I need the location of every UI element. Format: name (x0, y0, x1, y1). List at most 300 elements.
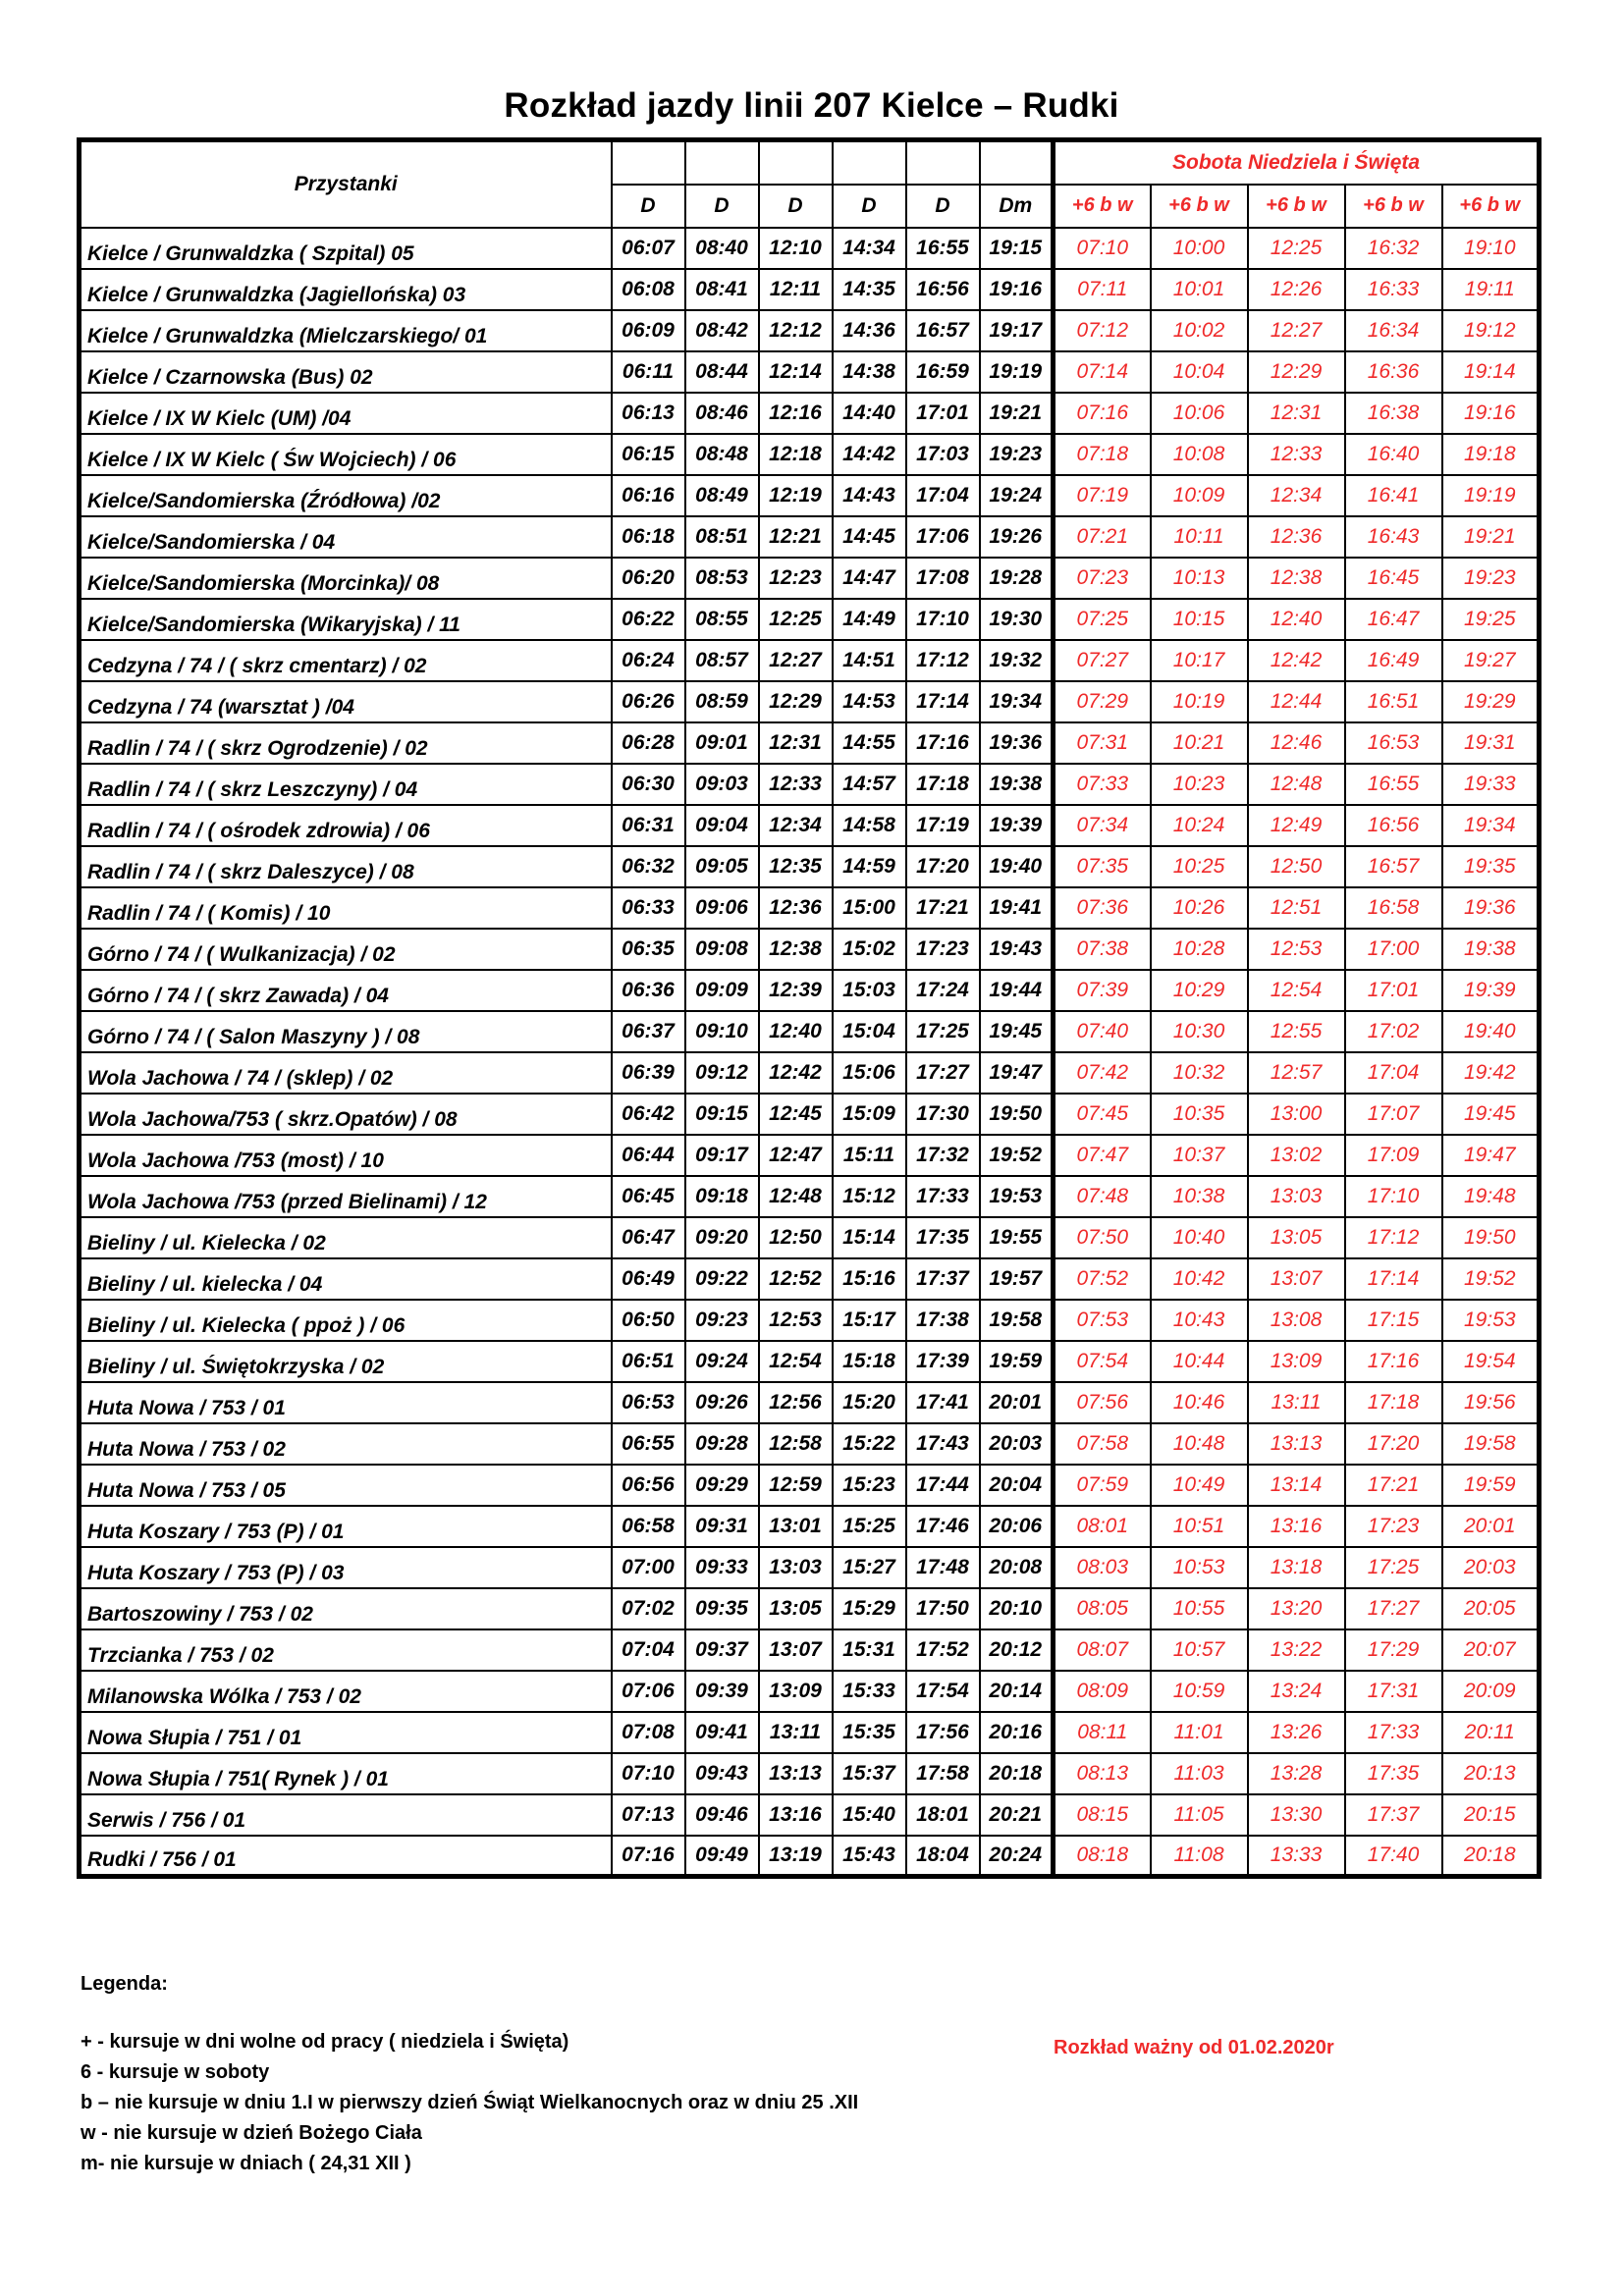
weekday-departure-time: 09:04 (685, 805, 759, 846)
weekend-departure-time: 10:28 (1151, 929, 1248, 970)
weekend-departure-time: 20:09 (1442, 1671, 1540, 1712)
stop-name: Górno / 74 / ( skrz Zawada) / 04 (80, 970, 612, 1011)
weekday-departure-time: 12:33 (759, 764, 833, 805)
weekend-departure-time: 07:59 (1054, 1465, 1151, 1506)
weekday-departure-time: 12:11 (759, 269, 833, 310)
weekend-departure-time: 10:57 (1151, 1629, 1248, 1671)
weekend-departure-time: 16:51 (1345, 681, 1442, 722)
weekend-departure-time: 17:09 (1345, 1135, 1442, 1176)
weekend-departure-time: 19:14 (1442, 351, 1540, 393)
weekday-departure-time: 15:23 (833, 1465, 906, 1506)
table-row (80, 516, 1540, 558)
weekend-departure-time: 12:55 (1248, 1011, 1345, 1052)
weekday-departure-time: 17:44 (906, 1465, 980, 1506)
weekday-departure-time: 14:49 (833, 599, 906, 640)
weekday-departure-time: 19:53 (980, 1176, 1054, 1217)
weekday-departure-time: 13:13 (759, 1753, 833, 1794)
stop-name: Cedzyna / 74 / ( skrz cmentarz) / 02 (80, 640, 612, 681)
weekend-departure-time: 07:18 (1054, 434, 1151, 475)
weekend-departure-time: 12:31 (1248, 393, 1345, 434)
weekday-departure-time: 12:38 (759, 929, 833, 970)
stop-name: Kielce / IX W Kielc (UM) /04 (80, 393, 612, 434)
table-row (80, 1836, 1540, 1877)
weekday-departure-time: 09:39 (685, 1671, 759, 1712)
weekday-departure-time: 06:13 (612, 393, 685, 434)
weekday-departure-time: 06:16 (612, 475, 685, 516)
weekend-departure-time: 08:01 (1054, 1506, 1151, 1547)
weekday-departure-time: 14:34 (833, 228, 906, 269)
stop-name: Serwis / 756 / 01 (80, 1794, 612, 1836)
weekday-departure-time: 14:51 (833, 640, 906, 681)
weekday-departure-time: 20:16 (980, 1712, 1054, 1753)
stop-name: Huta Koszary / 753 (P) / 01 (80, 1506, 612, 1547)
weekday-departure-time: 12:34 (759, 805, 833, 846)
stop-name: Huta Koszary / 753 (P) / 03 (80, 1547, 612, 1588)
weekday-departure-time: 08:49 (685, 475, 759, 516)
weekend-departure-time: 10:26 (1151, 887, 1248, 929)
weekend-departure-time: 19:42 (1442, 1052, 1540, 1094)
weekend-departure-time: 19:48 (1442, 1176, 1540, 1217)
weekend-departure-time: 10:49 (1151, 1465, 1248, 1506)
weekday-departure-time: 14:58 (833, 805, 906, 846)
weekday-departure-time: 17:23 (906, 929, 980, 970)
validity-note: Rozkład ważny od 01.02.2020r (1054, 2037, 1334, 2058)
weekend-departure-time: 10:21 (1151, 722, 1248, 764)
weekday-departure-time: 20:14 (980, 1671, 1054, 1712)
weekday-departure-time: 12:16 (759, 393, 833, 434)
weekday-departure-time: 12:21 (759, 516, 833, 558)
table-row (80, 310, 1540, 351)
weekday-departure-time: 06:33 (612, 887, 685, 929)
weekend-departure-time: 17:04 (1345, 1052, 1442, 1094)
weekday-departure-time: 14:55 (833, 722, 906, 764)
stop-name: Cedzyna / 74 (warsztat ) /04 (80, 681, 612, 722)
weekday-departure-time: 15:22 (833, 1423, 906, 1465)
weekday-departure-time: 17:37 (906, 1258, 980, 1300)
weekday-departure-time: 09:33 (685, 1547, 759, 1588)
weekend-departure-time: 13:00 (1248, 1094, 1345, 1135)
weekday-code-header: D (685, 185, 759, 228)
weekday-departure-time: 12:59 (759, 1465, 833, 1506)
weekend-departure-time: 12:53 (1248, 929, 1345, 970)
weekday-departure-time: 12:50 (759, 1217, 833, 1258)
weekday-departure-time: 13:19 (759, 1836, 833, 1877)
weekend-departure-time: 13:20 (1248, 1588, 1345, 1629)
weekend-departure-time: 08:13 (1054, 1753, 1151, 1794)
weekday-departure-time: 18:04 (906, 1836, 980, 1877)
stop-name: Wola Jachowa /753 (most) / 10 (80, 1135, 612, 1176)
weekday-departure-time: 15:31 (833, 1629, 906, 1671)
weekend-departure-time: 12:42 (1248, 640, 1345, 681)
weekend-departure-time: 10:42 (1151, 1258, 1248, 1300)
weekday-departure-time: 16:57 (906, 310, 980, 351)
weekday-departure-time: 09:06 (685, 887, 759, 929)
weekday-departure-time: 20:01 (980, 1382, 1054, 1423)
weekday-departure-time: 15:25 (833, 1506, 906, 1547)
weekend-departure-time: 10:09 (1151, 475, 1248, 516)
weekday-departure-time: 06:08 (612, 269, 685, 310)
weekday-departure-time: 06:49 (612, 1258, 685, 1300)
weekend-departure-time: 13:33 (1248, 1836, 1345, 1877)
weekend-departure-time: 07:40 (1054, 1011, 1151, 1052)
weekend-departure-time: 12:33 (1248, 434, 1345, 475)
weekday-departure-time: 06:20 (612, 558, 685, 599)
weekday-departure-time: 06:22 (612, 599, 685, 640)
weekday-departure-time: 12:14 (759, 351, 833, 393)
table-row (80, 1547, 1540, 1588)
weekend-departure-time: 13:09 (1248, 1341, 1345, 1382)
weekday-departure-time: 17:16 (906, 722, 980, 764)
table-row (80, 1052, 1540, 1094)
weekend-departure-time: 20:18 (1442, 1836, 1540, 1877)
weekday-departure-time: 17:32 (906, 1135, 980, 1176)
weekday-departure-time: 12:39 (759, 970, 833, 1011)
weekend-departure-time: 13:28 (1248, 1753, 1345, 1794)
stop-name: Wola Jachowa / 74 / (sklep) / 02 (80, 1052, 612, 1094)
stop-name: Kielce/Sandomierska (Źródłowa) /02 (80, 475, 612, 516)
weekday-departure-time: 08:59 (685, 681, 759, 722)
weekend-departure-time: 16:58 (1345, 887, 1442, 929)
weekday-departure-time: 07:06 (612, 1671, 685, 1712)
weekend-departure-time: 16:34 (1345, 310, 1442, 351)
weekday-departure-time: 20:10 (980, 1588, 1054, 1629)
weekend-departure-time: 17:33 (1345, 1712, 1442, 1753)
weekday-departure-time: 16:55 (906, 228, 980, 269)
weekend-departure-time: 10:59 (1151, 1671, 1248, 1712)
weekend-departure-time: 13:07 (1248, 1258, 1345, 1300)
stop-name: Milanowska Wólka / 753 / 02 (80, 1671, 612, 1712)
weekday-departure-time: 14:47 (833, 558, 906, 599)
table-row (80, 1094, 1540, 1135)
stop-name: Radlin / 74 / ( skrz Ogrodzenie) / 02 (80, 722, 612, 764)
weekday-departure-time: 17:01 (906, 393, 980, 434)
weekday-departure-time: 06:39 (612, 1052, 685, 1094)
weekend-departure-time: 10:29 (1151, 970, 1248, 1011)
weekday-departure-time: 12:56 (759, 1382, 833, 1423)
weekday-departure-time: 09:22 (685, 1258, 759, 1300)
table-row (80, 1341, 1540, 1382)
weekend-departure-time: 10:55 (1151, 1588, 1248, 1629)
weekend-departure-time: 13:18 (1248, 1547, 1345, 1588)
table-row (80, 1135, 1540, 1176)
weekend-departure-time: 20:15 (1442, 1794, 1540, 1836)
table-row (80, 1588, 1540, 1629)
weekday-departure-time: 07:16 (612, 1836, 685, 1877)
stop-name: Bartoszowiny / 753 / 02 (80, 1588, 612, 1629)
weekday-departure-time: 07:02 (612, 1588, 685, 1629)
weekday-code-header: Dm (980, 185, 1054, 228)
table-row (80, 1423, 1540, 1465)
weekend-departure-time: 10:06 (1151, 393, 1248, 434)
weekend-departure-time: 10:40 (1151, 1217, 1248, 1258)
weekday-departure-time: 17:10 (906, 599, 980, 640)
weekday-departure-time: 14:36 (833, 310, 906, 351)
weekday-departure-time: 09:29 (685, 1465, 759, 1506)
weekday-departure-time: 17:12 (906, 640, 980, 681)
weekend-departure-time: 07:52 (1054, 1258, 1151, 1300)
weekday-departure-time: 09:01 (685, 722, 759, 764)
weekend-departure-time: 17:00 (1345, 929, 1442, 970)
weekend-departure-time: 13:11 (1248, 1382, 1345, 1423)
weekend-departure-time: 10:48 (1151, 1423, 1248, 1465)
table-row (80, 1382, 1540, 1423)
weekday-departure-time: 17:04 (906, 475, 980, 516)
weekend-departure-time: 07:35 (1054, 846, 1151, 887)
weekend-departure-time: 10:30 (1151, 1011, 1248, 1052)
weekend-departure-time: 20:07 (1442, 1629, 1540, 1671)
weekend-departure-time: 19:25 (1442, 599, 1540, 640)
weekend-departure-time: 13:22 (1248, 1629, 1345, 1671)
weekday-departure-time: 15:00 (833, 887, 906, 929)
weekday-departure-time: 07:08 (612, 1712, 685, 1753)
weekend-departure-time: 13:16 (1248, 1506, 1345, 1547)
legend-item-plus: + - kursuje w dni wolne od pracy ( niedziela i Święta) (81, 2031, 569, 2053)
weekend-departure-time: 19:38 (1442, 929, 1540, 970)
table-row (80, 475, 1540, 516)
header-row-top (80, 140, 1540, 185)
stop-name: Bieliny / ul. kielecka / 04 (80, 1258, 612, 1300)
weekday-departure-time: 14:53 (833, 681, 906, 722)
weekend-departure-time: 07:56 (1054, 1382, 1151, 1423)
page-title: Rozkład jazdy linii 207 Kielce – Rudki (504, 86, 1119, 125)
weekend-departure-time: 10:24 (1151, 805, 1248, 846)
weekday-departure-time: 06:11 (612, 351, 685, 393)
weekend-departure-time: 12:26 (1248, 269, 1345, 310)
weekday-departure-time: 15:09 (833, 1094, 906, 1135)
weekday-departure-time: 15:17 (833, 1300, 906, 1341)
weekday-departure-time: 12:48 (759, 1176, 833, 1217)
weekend-departure-time: 10:13 (1151, 558, 1248, 599)
weekday-departure-time: 15:35 (833, 1712, 906, 1753)
weekday-departure-time: 06:30 (612, 764, 685, 805)
weekend-departure-time: 19:21 (1442, 516, 1540, 558)
weekday-departure-time: 17:24 (906, 970, 980, 1011)
legend-title: Legenda: (81, 1973, 168, 1995)
weekday-departure-time: 12:40 (759, 1011, 833, 1052)
weekday-departure-time: 08:46 (685, 393, 759, 434)
weekday-departure-time: 06:56 (612, 1465, 685, 1506)
weekday-departure-time: 17:38 (906, 1300, 980, 1341)
weekday-departure-time: 19:59 (980, 1341, 1054, 1382)
weekend-departure-time: 19:58 (1442, 1423, 1540, 1465)
stop-name: Górno / 74 / ( Salon Maszyny ) / 08 (80, 1011, 612, 1052)
weekend-departure-time: 16:32 (1345, 228, 1442, 269)
weekend-departure-time: 19:31 (1442, 722, 1540, 764)
weekend-departure-time: 10:32 (1151, 1052, 1248, 1094)
stop-name: Wola Jachowa/753 ( skrz.Opatów) / 08 (80, 1094, 612, 1135)
weekend-departure-time: 17:40 (1345, 1836, 1442, 1877)
weekday-departure-time: 17:20 (906, 846, 980, 887)
weekday-departure-time: 15:20 (833, 1382, 906, 1423)
weekend-departure-time: 13:05 (1248, 1217, 1345, 1258)
weekday-code-header: D (906, 185, 980, 228)
weekday-header-blank (980, 140, 1054, 185)
table-row (80, 434, 1540, 475)
weekend-departure-time: 17:16 (1345, 1341, 1442, 1382)
weekend-departure-time: 12:49 (1248, 805, 1345, 846)
weekend-departure-time: 12:34 (1248, 475, 1345, 516)
weekend-departure-time: 07:21 (1054, 516, 1151, 558)
weekend-departure-time: 11:01 (1151, 1712, 1248, 1753)
weekend-departure-time: 19:54 (1442, 1341, 1540, 1382)
weekday-departure-time: 20:18 (980, 1753, 1054, 1794)
weekend-departure-time: 12:40 (1248, 599, 1345, 640)
weekend-departure-time: 07:48 (1054, 1176, 1151, 1217)
weekday-departure-time: 19:17 (980, 310, 1054, 351)
legend-item-w: w - nie kursuje w dzień Bożego Ciała (81, 2122, 422, 2144)
weekday-departure-time: 14:35 (833, 269, 906, 310)
weekend-departure-time: 07:29 (1054, 681, 1151, 722)
weekend-departure-time: 19:29 (1442, 681, 1540, 722)
weekend-departure-time: 12:44 (1248, 681, 1345, 722)
weekday-departure-time: 12:23 (759, 558, 833, 599)
table-row (80, 228, 1540, 269)
weekday-departure-time: 13:16 (759, 1794, 833, 1836)
table-row (80, 1629, 1540, 1671)
weekday-departure-time: 09:35 (685, 1588, 759, 1629)
weekday-departure-time: 17:58 (906, 1753, 980, 1794)
weekend-departure-time: 17:18 (1345, 1382, 1442, 1423)
table-row (80, 681, 1540, 722)
weekday-departure-time: 06:36 (612, 970, 685, 1011)
weekend-departure-time: 07:31 (1054, 722, 1151, 764)
weekend-departure-time: 08:09 (1054, 1671, 1151, 1712)
table-row (80, 640, 1540, 681)
weekday-departure-time: 12:19 (759, 475, 833, 516)
weekday-departure-time: 08:42 (685, 310, 759, 351)
weekend-departure-time: 10:17 (1151, 640, 1248, 681)
weekday-departure-time: 15:29 (833, 1588, 906, 1629)
weekday-departure-time: 19:36 (980, 722, 1054, 764)
legend-item-m: m- nie kursuje w dniach ( 24,31 XII ) (81, 2153, 411, 2174)
weekday-departure-time: 15:43 (833, 1836, 906, 1877)
weekend-departure-time: 19:34 (1442, 805, 1540, 846)
weekday-departure-time: 15:40 (833, 1794, 906, 1836)
weekday-departure-time: 15:11 (833, 1135, 906, 1176)
weekday-departure-time: 17:25 (906, 1011, 980, 1052)
weekend-departure-time: 20:05 (1442, 1588, 1540, 1629)
weekday-departure-time: 06:55 (612, 1423, 685, 1465)
weekday-departure-time: 17:18 (906, 764, 980, 805)
weekday-code-header: D (612, 185, 685, 228)
weekend-departure-time: 10:35 (1151, 1094, 1248, 1135)
weekday-header-blank (759, 140, 833, 185)
weekday-departure-time: 17:48 (906, 1547, 980, 1588)
weekend-departure-time: 19:40 (1442, 1011, 1540, 1052)
weekday-departure-time: 17:46 (906, 1506, 980, 1547)
weekday-departure-time: 09:43 (685, 1753, 759, 1794)
weekday-departure-time: 17:14 (906, 681, 980, 722)
weekend-departure-time: 07:10 (1054, 228, 1151, 269)
weekend-departure-time: 07:54 (1054, 1341, 1151, 1382)
weekday-departure-time: 19:26 (980, 516, 1054, 558)
weekday-departure-time: 09:08 (685, 929, 759, 970)
weekday-departure-time: 06:42 (612, 1094, 685, 1135)
weekend-departure-time: 10:38 (1151, 1176, 1248, 1217)
weekend-departure-time: 19:56 (1442, 1382, 1540, 1423)
weekday-departure-time: 09:12 (685, 1052, 759, 1094)
weekend-departure-time: 19:27 (1442, 640, 1540, 681)
weekend-departure-time: 17:27 (1345, 1588, 1442, 1629)
weekday-departure-time: 08:40 (685, 228, 759, 269)
weekend-departure-time: 07:47 (1054, 1135, 1151, 1176)
weekday-departure-time: 09:03 (685, 764, 759, 805)
weekend-departure-time: 12:29 (1248, 351, 1345, 393)
weekday-departure-time: 06:31 (612, 805, 685, 846)
weekday-departure-time: 08:41 (685, 269, 759, 310)
timetable (77, 137, 1542, 1879)
weekday-departure-time: 12:25 (759, 599, 833, 640)
weekday-departure-time: 19:16 (980, 269, 1054, 310)
weekend-departure-time: 10:04 (1151, 351, 1248, 393)
stop-name: Trzcianka / 753 / 02 (80, 1629, 612, 1671)
weekday-departure-time: 17:35 (906, 1217, 980, 1258)
weekday-departure-time: 06:26 (612, 681, 685, 722)
weekend-departure-time: 13:26 (1248, 1712, 1345, 1753)
weekend-departure-time: 12:54 (1248, 970, 1345, 1011)
weekend-departure-time: 10:37 (1151, 1135, 1248, 1176)
weekday-departure-time: 17:43 (906, 1423, 980, 1465)
weekday-departure-time: 09:20 (685, 1217, 759, 1258)
weekday-departure-time: 19:30 (980, 599, 1054, 640)
weekday-departure-time: 09:05 (685, 846, 759, 887)
weekday-departure-time: 15:14 (833, 1217, 906, 1258)
weekend-departure-time: 19:33 (1442, 764, 1540, 805)
weekend-code-header: +6 b w (1151, 185, 1248, 228)
weekday-departure-time: 17:39 (906, 1341, 980, 1382)
weekend-departure-time: 07:14 (1054, 351, 1151, 393)
weekday-departure-time: 09:49 (685, 1836, 759, 1877)
stop-name: Bieliny / ul. Kielecka ( ppoż ) / 06 (80, 1300, 612, 1341)
weekend-departure-time: 16:56 (1345, 805, 1442, 846)
weekday-departure-time: 19:45 (980, 1011, 1054, 1052)
table-row (80, 846, 1540, 887)
weekend-departure-time: 19:47 (1442, 1135, 1540, 1176)
weekend-departure-time: 10:43 (1151, 1300, 1248, 1341)
table-row (80, 1011, 1540, 1052)
stop-name: Rudki / 756 / 01 (80, 1836, 612, 1877)
weekend-departure-time: 19:35 (1442, 846, 1540, 887)
weekend-departure-time: 10:23 (1151, 764, 1248, 805)
weekday-departure-time: 19:50 (980, 1094, 1054, 1135)
weekday-departure-time: 19:41 (980, 887, 1054, 929)
stop-name: Kielce / Czarnowska (Bus) 02 (80, 351, 612, 393)
weekday-departure-time: 08:48 (685, 434, 759, 475)
weekday-departure-time: 06:07 (612, 228, 685, 269)
weekend-departure-time: 10:00 (1151, 228, 1248, 269)
weekend-departure-time: 17:21 (1345, 1465, 1442, 1506)
weekend-departure-time: 08:11 (1054, 1712, 1151, 1753)
weekday-departure-time: 19:47 (980, 1052, 1054, 1094)
weekday-departure-time: 06:51 (612, 1341, 685, 1382)
weekday-departure-time: 09:41 (685, 1712, 759, 1753)
weekday-departure-time: 15:06 (833, 1052, 906, 1094)
table-row (80, 599, 1540, 640)
weekday-departure-time: 06:09 (612, 310, 685, 351)
weekday-departure-time: 09:28 (685, 1423, 759, 1465)
stop-name: Wola Jachowa /753 (przed Bielinami) / 12 (80, 1176, 612, 1217)
weekday-departure-time: 12:18 (759, 434, 833, 475)
weekday-departure-time: 15:03 (833, 970, 906, 1011)
weekend-departure-time: 11:05 (1151, 1794, 1248, 1836)
weekday-departure-time: 20:24 (980, 1836, 1054, 1877)
weekday-header-blank (612, 140, 685, 185)
weekday-departure-time: 18:01 (906, 1794, 980, 1836)
table-row (80, 1712, 1540, 1753)
table-row (80, 1258, 1540, 1300)
stop-name: Kielce/Sandomierska / 04 (80, 516, 612, 558)
weekday-code-header: D (759, 185, 833, 228)
